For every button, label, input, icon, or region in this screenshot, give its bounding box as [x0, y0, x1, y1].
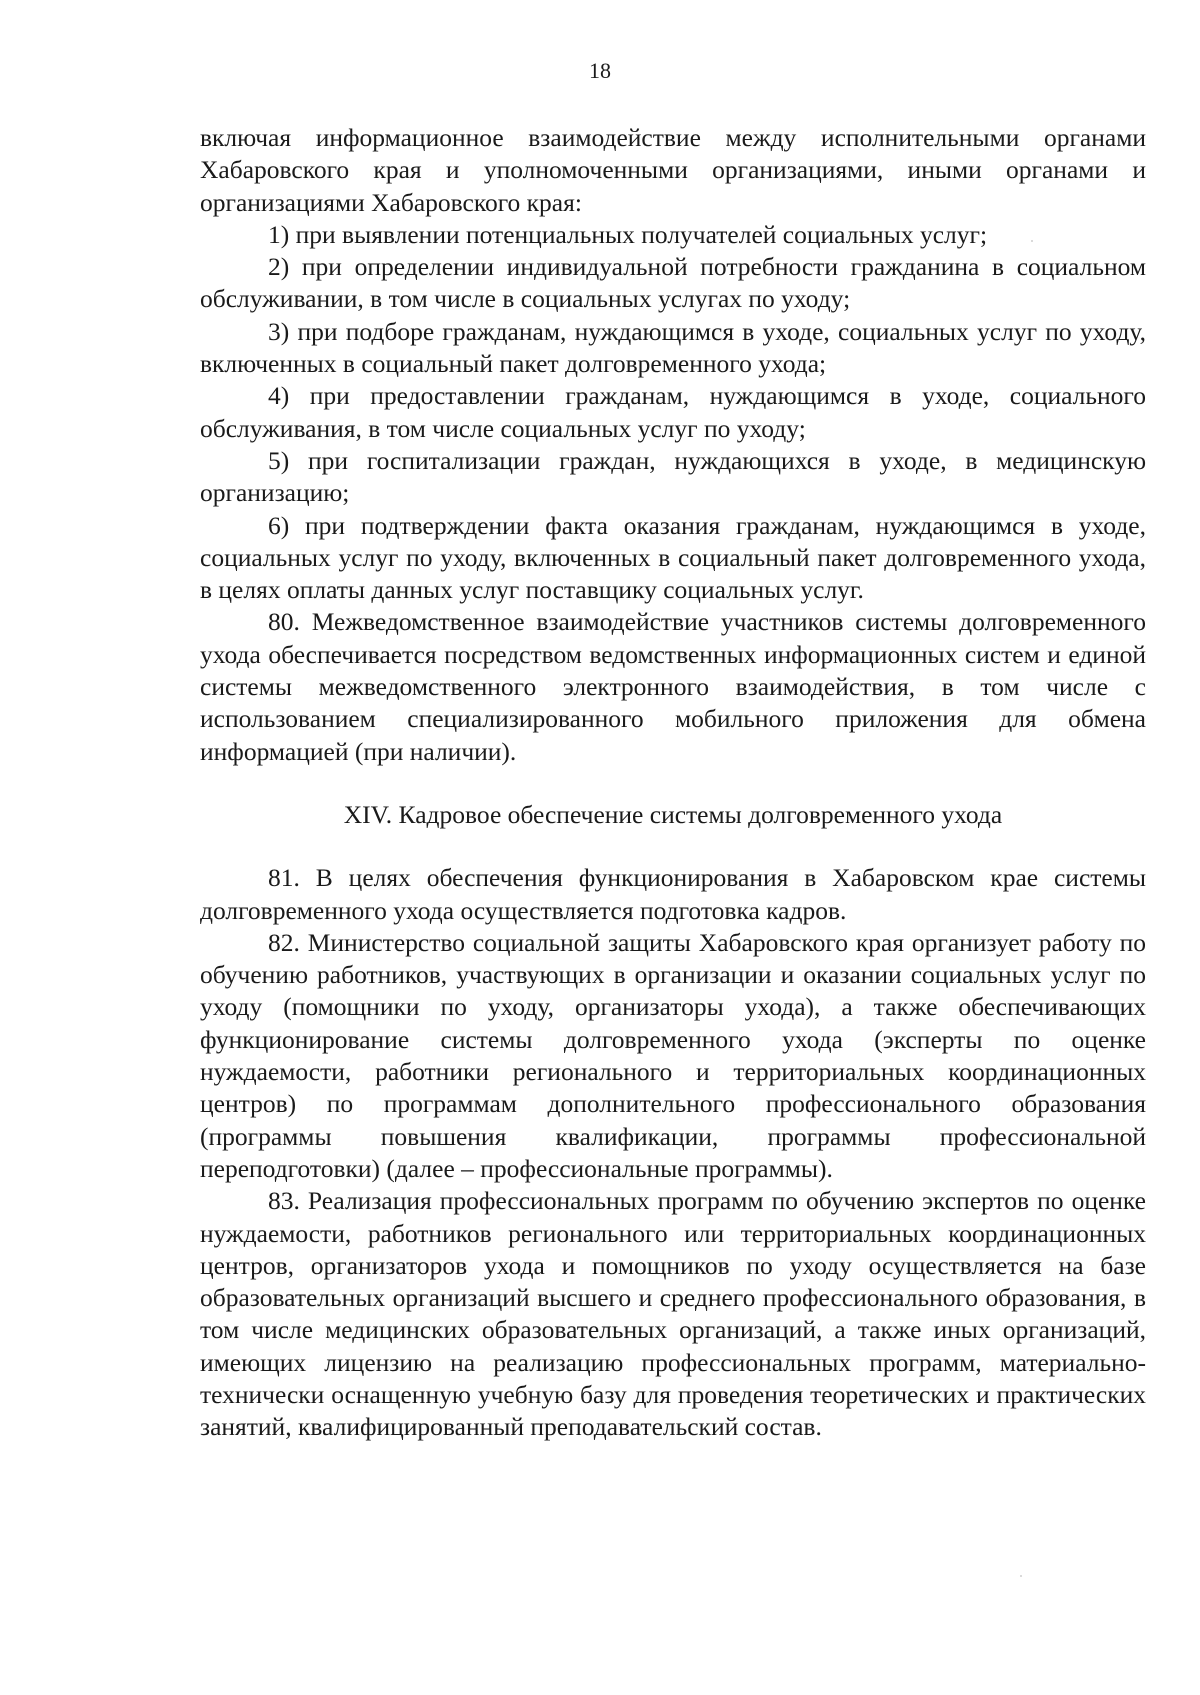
paragraph-83: 83. Реализация профессиональных программ по обучению экспертов по оценке нуждаемости, работников регионального или территориальных координационных центров, организаторов ухода и помощников по уходу осуществляется на базе образовательных организаций высшего и среднего профессионального образования, в том числе медицинских образовательных организаций, а также иных организаций, имеющих лицензию на реализацию профессиональных программ, материально-технически оснащенную учебную базу для проведения теоретических и практических занятий, квалифицированный преподавательский состав. — [200, 1186, 1146, 1442]
paragraph-80: 80. Межведомственное взаимодействие участников системы долговременного ухода обеспечивается посредством ведомственных информационных систем и единой системы межведомственного электронного взаимодействия, в том числе с использованием специализированного мобильного приложения для обмена информацией (при наличии). — [200, 607, 1146, 766]
document-body — [200, 122, 1146, 1444]
list-item-4: 4) при предоставлении гражданам, нуждающимся в уходе, социального обслуживания, в том числе социальных услуг по уходу; — [200, 381, 1146, 443]
scan-speck — [1020, 1575, 1022, 1577]
paragraph-82: 82. Министерство социальной защиты Хабаровского края организует работу по обучению работников, участвующих в организации и оказании социальных услуг по уходу (помощники по уходу, организаторы ухода), а также обеспечивающих функционирование системы долговременного ухода (эксперты по оценке нуждаемости, работники регионального и территориальных координационных центров) по программам дополнительного профессионального образования (программы повышения квалификации, программы профессиональной переподготовки) (далее – профессиональные программы). — [200, 927, 1146, 1183]
list-item-3: 3) при подборе гражданам, нуждающимся в уходе, социальных услуг по уходу, включенных в социальный пакет долговременного ухода; — [200, 316, 1146, 379]
list-item-2: 2) при определении индивидуальной потребности гражданина в социальном обслуживании, в том числе в социальных услугах по уходу; — [200, 252, 1146, 314]
paragraph-81: 81. В целях обеспечения функционирования в Хабаровском крае системы долговременного ухода осуществляется подготовка кадров. — [200, 863, 1146, 925]
page-number: 18 — [589, 58, 611, 83]
intro-paragraph: включая информационное взаимодействие между исполнительными органами Хабаровского края и уполномоченными организациями, иными органами и организациями Хабаровского края: — [200, 123, 1146, 217]
section-heading: XIV. Кадровое обеспечение системы долговременного ухода — [343, 799, 1003, 829]
list-item-5: 5) при госпитализации граждан, нуждающихся в уходе, в медицинскую организацию; — [200, 445, 1146, 508]
list-item-1: 1) при выявлении потенциальных получателей социальных услуг; — [268, 219, 988, 249]
scan-speck — [1031, 240, 1033, 242]
list-item-6: 6) при подтверждении факта оказания гражданам, нуждающимся в уходе, социальных услуг по уходу, включенных в социальный пакет долговременного ухода, в целях оплаты данных услуг поставщику социальных услуг. — [200, 510, 1146, 605]
